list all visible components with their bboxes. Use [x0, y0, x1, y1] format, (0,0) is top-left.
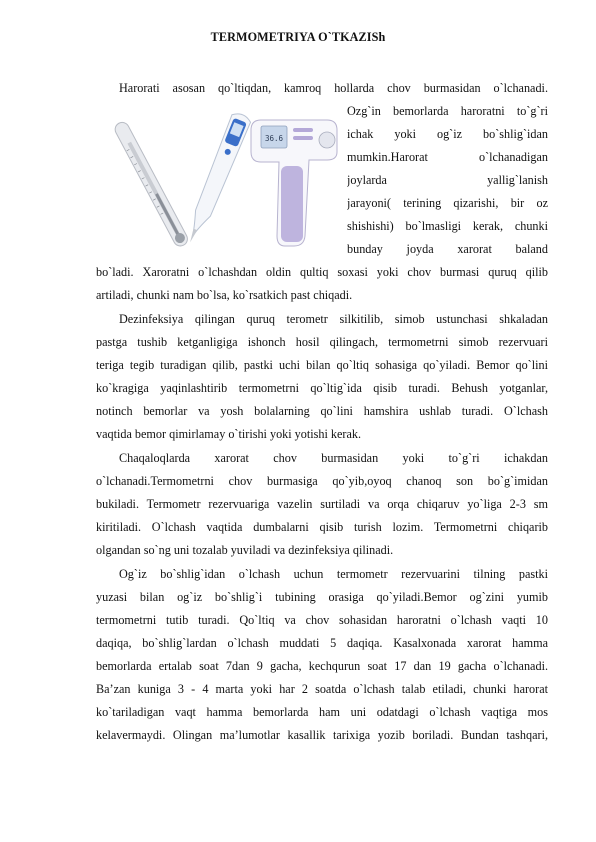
text-line: kelavermaydi. Olingan ma’lumotlar kasallik tarixiga yozib boriladi. Bundan tashqari, [96, 728, 548, 742]
text-line: Ba’zan kuniga 3 - 4 marta yoki har 2 soatda o`lchash talab etiladi, chunki harorat [96, 682, 548, 696]
thermometers-figure [113, 106, 341, 256]
infrared-display-text: 36.6 [264, 134, 284, 143]
text-line: bemorlarda ertalab soat 7dan 9 gacha, kechqurun soat 17 dan 19 gacha o`lchanadi. [96, 659, 548, 673]
text-line: daqiqa, bo`shlig`lardan o`lchash muddati 5 daqiqa. Kasalxonada xarorat hamma [96, 636, 548, 650]
text-line: Og`iz bo`shlig`idan o`lchash uchun termometr rezervuarini tilning pastki [119, 567, 548, 581]
digital-thermometer-icon [182, 111, 252, 246]
text-line: shishishi) bo`lmasligi kerak, chunki [347, 219, 548, 233]
text-line: kiritiladi. O`lchash vaqtida dumbalarni qisib turish lozim. Termometrni chiqarib [96, 520, 548, 534]
text-line: Chaqaloqlarda xarorat chov burmasidan yoki to`g`ri ichakdan [119, 451, 548, 465]
text-line: o`lchanadi.Termometrni chov burmasiga qo`yib,oyoq chanoq son bo`g`imidan [96, 474, 548, 488]
text-line: bo`ladi. Xaroratni o`lchashdan oldin qultiq soxasi yoki chov burmasi quruq qilib [96, 265, 548, 279]
text-line: artiladi, chunki nam bo`lsa, ko`rsatkich past chiqadi. [96, 288, 353, 302]
text-line: bunday joyda xarorat baland [347, 242, 548, 256]
text-line: ko`tariladigan vaqt hamma bemorlarda ham uni odatdagi o`lchash vaqtiga mos [96, 705, 548, 719]
text-line: joylarda yallig`lanish [347, 173, 548, 187]
text-line: olgandan so`ng uni tozalab yuviladi va dezinfeksiya qilinadi. [96, 543, 394, 557]
text-line: Ozg`in bemorlarda haroratni to`g`ri [347, 104, 548, 118]
text-line: pastga tushib ketganligiga ishonch hosil qilingach, termometrni simob rezervuari [96, 335, 548, 349]
document-title: TERMOMETRIYA O`TKAZISh [210, 30, 386, 44]
text-line: notinch bemorlar va yosh bolalarning qo`lini hamshira ushlab turadi. O`lchash [96, 404, 548, 418]
text-line: teriga tegib turadigan qilib, pastki uchi bilan qo`ltiq sohasiga qo`yiladi. Bemor qo`lini [96, 358, 548, 372]
text-line: termometrni tutib turadi. Qo`ltiq va chov sohasidan haroratni o`lchash vaqti 10 [96, 613, 548, 627]
infrared-thermometer-icon [251, 120, 337, 246]
text-line: jarayoni( terining qizarishi, bir oz [347, 196, 548, 210]
text-line: ko`kragiga yaqinlashtirib termometrni qo`ltig`ida qisib turadi. Behush yotganlar, [96, 381, 548, 395]
text-line: yuzasi bilan og`iz bo`shlig`i tubining orasiga qo`yiladi.Bemor og`zini yumib [96, 590, 548, 604]
text-line: Dezinfeksiya qilingan quruq terometr silkitilib, simob ustunchasi shkaladan [119, 312, 548, 326]
text-line: bukiladi. Termometr rezervuariga vazelin surtiladi va orqa chiqaruv yo`liga 2-3 sm [96, 497, 548, 511]
text-line: Harorati asosan qo`ltiqdan, kamroq hollarda chov burmasidan o`lchanadi. [119, 81, 548, 95]
mercury-thermometer-icon [113, 120, 190, 248]
text-line: mumkin.Harorat o`lchanadigan [347, 150, 548, 164]
text-line: ichak yoki og`iz bo`shlig`idan [347, 127, 548, 141]
text-line: vaqtida bemor qimirlamay o`tirishi yoki yotishi kerak. [96, 427, 362, 441]
